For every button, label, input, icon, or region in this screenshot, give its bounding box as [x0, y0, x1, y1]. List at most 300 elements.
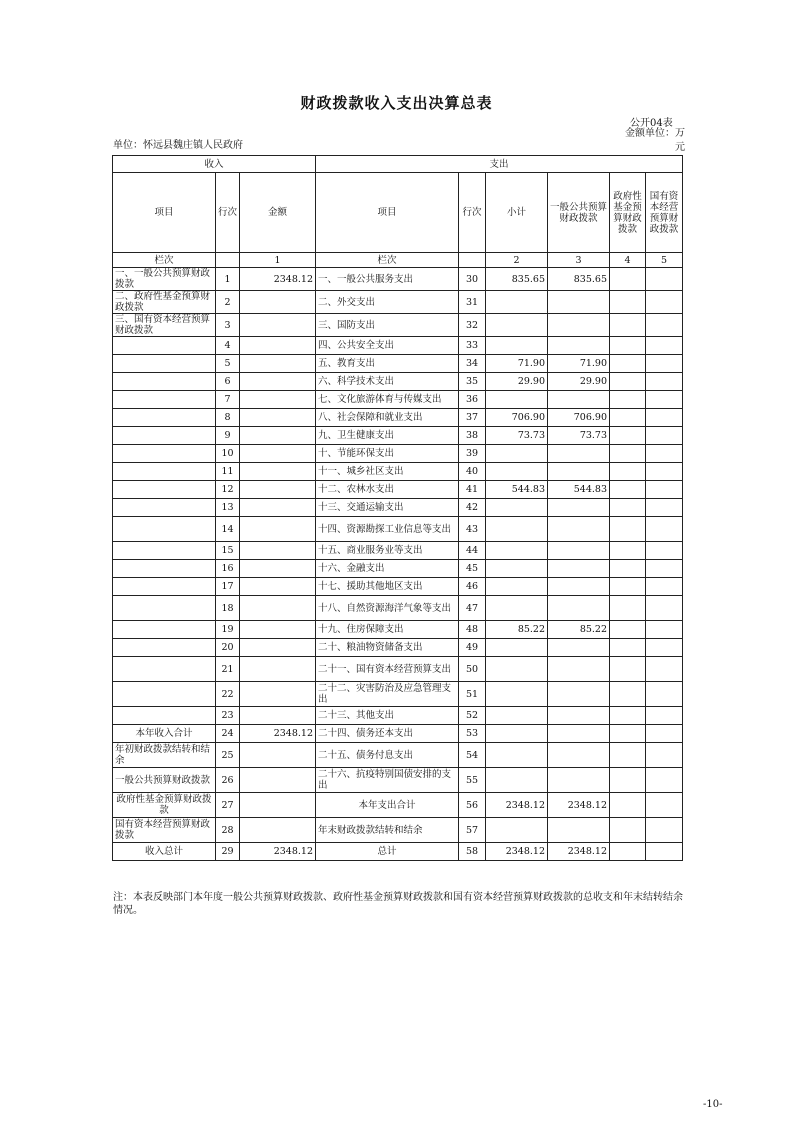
- expense-row-no: 49: [459, 639, 486, 657]
- expense-row-no: 52: [459, 707, 486, 725]
- state-capital-value: [646, 391, 683, 409]
- gov-fund-value: [610, 621, 646, 639]
- general-budget-value: [548, 639, 610, 657]
- gov-fund-value: [610, 427, 646, 445]
- expense-header: 支出: [316, 156, 683, 173]
- general-budget-value: 2348.12: [548, 793, 610, 818]
- subtotal-value: 544.83: [486, 481, 548, 499]
- state-capital-value: [646, 639, 683, 657]
- state-capital-value: [646, 743, 683, 768]
- income-amount: [240, 707, 316, 725]
- expense-item: 二十二、灾害防治及应急管理支出: [316, 682, 459, 707]
- general-budget-value: [548, 499, 610, 517]
- income-item: [113, 542, 216, 560]
- income-amount: 2348.12: [240, 843, 316, 861]
- expense-row-no: 54: [459, 743, 486, 768]
- gov-fund-value: [610, 725, 646, 743]
- table-row: [113, 843, 683, 861]
- income-item: 三、国有资本经营预算财政拨款: [113, 314, 216, 337]
- table-row: [113, 621, 683, 639]
- page-number: -10-: [703, 1099, 723, 1110]
- state-capital-value: [646, 725, 683, 743]
- income-item: [113, 409, 216, 427]
- form-code: 公开04表: [630, 118, 673, 129]
- income-item: [113, 337, 216, 355]
- general-budget-value: 73.73: [548, 427, 610, 445]
- income-amount: [240, 291, 316, 314]
- general-budget-value: [548, 578, 610, 596]
- expense-row-no: 41: [459, 481, 486, 499]
- gov-fund-value: [610, 657, 646, 682]
- expense-row-no: 38: [459, 427, 486, 445]
- income-row-no: 17: [216, 578, 240, 596]
- expense-item: 十二、农林水支出: [316, 481, 459, 499]
- table-row: [113, 542, 683, 560]
- subtotal-value: [486, 291, 548, 314]
- income-item: 二、政府性基金预算财政拨款: [113, 291, 216, 314]
- income-row-no: 23: [216, 707, 240, 725]
- state-capital-value: [646, 409, 683, 427]
- income-amount: [240, 463, 316, 481]
- income-row-no: 19: [216, 621, 240, 639]
- expense-row-no: 56: [459, 793, 486, 818]
- income-row-no: 9: [216, 427, 240, 445]
- income-amount: [240, 391, 316, 409]
- gov-fund-header: 政府性基金预算财政拨款: [610, 173, 646, 253]
- income-amount: [240, 373, 316, 391]
- table-row: [113, 768, 683, 793]
- income-item: 国有资本经营预算财政拨款: [113, 818, 216, 843]
- expense-row-no: 58: [459, 843, 486, 861]
- income-item: [113, 391, 216, 409]
- subtotal-value: 835.65: [486, 268, 548, 291]
- subtotal-value: [486, 542, 548, 560]
- income-amount: [240, 560, 316, 578]
- col-label: 栏次: [316, 253, 459, 268]
- general-budget-value: [548, 725, 610, 743]
- gov-fund-value: [610, 818, 646, 843]
- income-item: [113, 445, 216, 463]
- gov-fund-value: [610, 268, 646, 291]
- general-budget-value: [548, 445, 610, 463]
- col-index-2: 2: [486, 253, 548, 268]
- subtotal-value: [486, 560, 548, 578]
- expense-row-no: 44: [459, 542, 486, 560]
- state-capital-value: [646, 337, 683, 355]
- expense-item: 十八、自然资源海洋气象等支出: [316, 596, 459, 621]
- income-row-no: 7: [216, 391, 240, 409]
- table-row: [113, 707, 683, 725]
- expense-item: 二十五、债务付息支出: [316, 743, 459, 768]
- income-item: [113, 621, 216, 639]
- expense-row-no: 42: [459, 499, 486, 517]
- table-row: [113, 517, 683, 542]
- subtotal-header: 小计: [486, 173, 548, 253]
- income-row-no: 25: [216, 743, 240, 768]
- table-row: [113, 314, 683, 337]
- subtotal-value: [486, 657, 548, 682]
- expense-row-no: 33: [459, 337, 486, 355]
- table-row: [113, 560, 683, 578]
- gov-fund-value: [610, 517, 646, 542]
- income-item: 一般公共预算财政拨款: [113, 768, 216, 793]
- table-row: [113, 596, 683, 621]
- subtotal-value: 85.22: [486, 621, 548, 639]
- table-row: [113, 427, 683, 445]
- income-row-no-header: 行次: [216, 173, 240, 253]
- table-row: [113, 481, 683, 499]
- general-budget-value: 29.90: [548, 373, 610, 391]
- income-row-no: 8: [216, 409, 240, 427]
- income-item: 政府性基金预算财政拨款: [113, 793, 216, 818]
- state-capital-value: [646, 768, 683, 793]
- state-capital-value: [646, 560, 683, 578]
- income-amount: [240, 409, 316, 427]
- subtotal-value: [486, 578, 548, 596]
- income-amount: [240, 621, 316, 639]
- general-budget-value: [548, 314, 610, 337]
- income-row-no: 28: [216, 818, 240, 843]
- general-budget-value: 85.22: [548, 621, 610, 639]
- expense-row-no: 43: [459, 517, 486, 542]
- income-item: 一、一般公共预算财政拨款: [113, 268, 216, 291]
- state-capital-value: [646, 818, 683, 843]
- expense-item: 十六、金融支出: [316, 560, 459, 578]
- table-row: [113, 391, 683, 409]
- income-item: [113, 578, 216, 596]
- footnote: 注：本表反映部门本年度一般公共预算财政拨款、政府性基金预算财政拨款和国有资本经营预算财政拨款的总收支和年末结转结余情况。: [113, 892, 683, 916]
- expense-item: 四、公共安全支出: [316, 337, 459, 355]
- income-row-no: 1: [216, 268, 240, 291]
- income-row-no: 14: [216, 517, 240, 542]
- income-amount: [240, 499, 316, 517]
- income-amount: [240, 578, 316, 596]
- expense-row-no: 40: [459, 463, 486, 481]
- income-amount: [240, 793, 316, 818]
- income-row-no: 24: [216, 725, 240, 743]
- state-capital-value: [646, 542, 683, 560]
- income-item: [113, 707, 216, 725]
- general-budget-value: 71.90: [548, 355, 610, 373]
- gov-fund-value: [610, 391, 646, 409]
- subtotal-value: [486, 391, 548, 409]
- state-capital-value: [646, 843, 683, 861]
- subtotal-value: [486, 517, 548, 542]
- income-amount: [240, 743, 316, 768]
- expense-row-no: 47: [459, 596, 486, 621]
- expense-row-no: 45: [459, 560, 486, 578]
- expense-item: 十三、交通运输支出: [316, 499, 459, 517]
- general-budget-value: 835.65: [548, 268, 610, 291]
- gov-fund-value: [610, 499, 646, 517]
- gov-fund-value: [610, 707, 646, 725]
- income-item: [113, 639, 216, 657]
- financial-table: [112, 155, 683, 861]
- expense-row-no: 46: [459, 578, 486, 596]
- subtotal-value: [486, 707, 548, 725]
- col-blank: [459, 253, 486, 268]
- gov-fund-value: [610, 578, 646, 596]
- income-row-no: 29: [216, 843, 240, 861]
- income-item: [113, 463, 216, 481]
- income-row-no: 11: [216, 463, 240, 481]
- income-row-no: 27: [216, 793, 240, 818]
- expense-item: 十一、城乡社区支出: [316, 463, 459, 481]
- gov-fund-value: [610, 542, 646, 560]
- expense-item: 十五、商业服务业等支出: [316, 542, 459, 560]
- expense-row-no-header: 行次: [459, 173, 486, 253]
- expense-item: 本年支出合计: [316, 793, 459, 818]
- expense-item: 十七、援助其他地区支出: [316, 578, 459, 596]
- col-index-3: 3: [548, 253, 610, 268]
- state-capital-value: [646, 314, 683, 337]
- expense-item: 二十三、其他支出: [316, 707, 459, 725]
- income-amount: [240, 355, 316, 373]
- income-row-no: 4: [216, 337, 240, 355]
- gov-fund-value: [610, 768, 646, 793]
- general-budget-value: [548, 560, 610, 578]
- income-amount: [240, 682, 316, 707]
- income-row-no: 16: [216, 560, 240, 578]
- expense-item: 十九、住房保障支出: [316, 621, 459, 639]
- income-item: [113, 517, 216, 542]
- expense-row-no: 53: [459, 725, 486, 743]
- gov-fund-value: [610, 291, 646, 314]
- state-capital-value: [646, 481, 683, 499]
- table-row: [113, 268, 683, 291]
- expense-row-no: 48: [459, 621, 486, 639]
- expense-row-no: 37: [459, 409, 486, 427]
- expense-row-no: 55: [459, 768, 486, 793]
- expense-row-no: 50: [459, 657, 486, 682]
- income-row-no: 20: [216, 639, 240, 657]
- subtotal-value: [486, 682, 548, 707]
- expense-item: 十、节能环保支出: [316, 445, 459, 463]
- subtotal-value: [486, 499, 548, 517]
- table-row: [113, 291, 683, 314]
- state-capital-value: [646, 355, 683, 373]
- state-capital-value: [646, 596, 683, 621]
- income-item: [113, 373, 216, 391]
- gov-fund-value: [610, 463, 646, 481]
- subtotal-value: [486, 596, 548, 621]
- state-capital-value: [646, 793, 683, 818]
- general-budget-value: 544.83: [548, 481, 610, 499]
- general-budget-value: [548, 818, 610, 843]
- income-row-no: 6: [216, 373, 240, 391]
- table-row: [113, 445, 683, 463]
- income-amount: [240, 314, 316, 337]
- table-row: [113, 578, 683, 596]
- table-row: [113, 337, 683, 355]
- subtotal-value: 29.90: [486, 373, 548, 391]
- expense-item: 总计: [316, 843, 459, 861]
- income-item: [113, 657, 216, 682]
- col-blank: [216, 253, 240, 268]
- expense-item: 八、社会保障和就业支出: [316, 409, 459, 427]
- income-item: [113, 355, 216, 373]
- table-row: [113, 463, 683, 481]
- table-row: [113, 373, 683, 391]
- income-row-no: 5: [216, 355, 240, 373]
- table-row: [113, 743, 683, 768]
- income-amount: [240, 481, 316, 499]
- income-item-header: 项目: [113, 173, 216, 253]
- gov-fund-value: [610, 743, 646, 768]
- expense-row-no: 36: [459, 391, 486, 409]
- expense-item: 十四、资源勘探工业信息等支出: [316, 517, 459, 542]
- gov-fund-value: [610, 373, 646, 391]
- subtotal-value: 706.90: [486, 409, 548, 427]
- state-capital-value: [646, 682, 683, 707]
- general-budget-value: 2348.12: [548, 843, 610, 861]
- income-amount: 2348.12: [240, 725, 316, 743]
- income-amount: [240, 445, 316, 463]
- income-row-no: 13: [216, 499, 240, 517]
- expense-item: 二十一、国有资本经营预算支出: [316, 657, 459, 682]
- income-item: 收入总计: [113, 843, 216, 861]
- general-budget-value: [548, 463, 610, 481]
- income-amount: [240, 337, 316, 355]
- general-budget-value: [548, 743, 610, 768]
- table-row: [113, 682, 683, 707]
- income-item: [113, 499, 216, 517]
- table-row: [113, 639, 683, 657]
- gov-fund-value: [610, 314, 646, 337]
- gov-fund-value: [610, 445, 646, 463]
- income-row-no: 10: [216, 445, 240, 463]
- income-row-no: 18: [216, 596, 240, 621]
- subtotal-value: [486, 818, 548, 843]
- table-row: [113, 355, 683, 373]
- table-row: [113, 793, 683, 818]
- general-budget-value: [548, 391, 610, 409]
- col-index-4: 4: [610, 253, 646, 268]
- general-budget-value: [548, 657, 610, 682]
- subtotal-value: [486, 314, 548, 337]
- table-row: [113, 499, 683, 517]
- income-amount-header: 金额: [240, 173, 316, 253]
- state-capital-value: [646, 445, 683, 463]
- gov-fund-value: [610, 337, 646, 355]
- expense-row-no: 34: [459, 355, 486, 373]
- income-row-no: 12: [216, 481, 240, 499]
- subtotal-value: 2348.12: [486, 843, 548, 861]
- state-capital-header: 国有资本经营预算财政拨款: [646, 173, 683, 253]
- income-row-no: 3: [216, 314, 240, 337]
- expense-item: 年末财政拨款结转和结余: [316, 818, 459, 843]
- general-budget-value: [548, 768, 610, 793]
- expense-item: 二十四、债务还本支出: [316, 725, 459, 743]
- table-row: [113, 657, 683, 682]
- income-amount: [240, 657, 316, 682]
- income-row-no: 15: [216, 542, 240, 560]
- expense-item: 九、卫生健康支出: [316, 427, 459, 445]
- col-index-5: 5: [646, 253, 683, 268]
- subtotal-value: 73.73: [486, 427, 548, 445]
- state-capital-value: [646, 463, 683, 481]
- expense-item: 二十六、抗疫特别国债安排的支出: [316, 768, 459, 793]
- income-amount: [240, 639, 316, 657]
- gov-fund-value: [610, 843, 646, 861]
- gov-fund-value: [610, 355, 646, 373]
- expense-row-no: 31: [459, 291, 486, 314]
- state-capital-value: [646, 707, 683, 725]
- income-item: [113, 481, 216, 499]
- general-budget-value: [548, 337, 610, 355]
- table-row: [113, 409, 683, 427]
- income-row-no: 21: [216, 657, 240, 682]
- expense-item: 七、文化旅游体育与传媒支出: [316, 391, 459, 409]
- subtotal-value: [486, 639, 548, 657]
- income-item: [113, 560, 216, 578]
- unit-label: 单位：怀远县魏庄镇人民政府: [113, 140, 243, 151]
- gov-fund-value: [610, 560, 646, 578]
- page-title: 财政拨款收入支出决算总表: [300, 94, 493, 112]
- amount-unit: 金额单位：万元: [625, 128, 685, 153]
- gov-fund-value: [610, 596, 646, 621]
- general-budget-value: [548, 707, 610, 725]
- expense-item: 一、一般公共服务支出: [316, 268, 459, 291]
- col-label: 栏次: [113, 253, 216, 268]
- gov-fund-value: [610, 481, 646, 499]
- subtotal-value: [486, 445, 548, 463]
- subtotal-value: [486, 725, 548, 743]
- gov-fund-value: [610, 409, 646, 427]
- income-amount: 2348.12: [240, 268, 316, 291]
- state-capital-value: [646, 427, 683, 445]
- state-capital-value: [646, 578, 683, 596]
- income-amount: [240, 517, 316, 542]
- general-budget-value: [548, 291, 610, 314]
- income-item: [113, 427, 216, 445]
- subtotal-value: [486, 337, 548, 355]
- general-budget-header: 一般公共预算财政拨款: [548, 173, 610, 253]
- expense-item: 二、外交支出: [316, 291, 459, 314]
- state-capital-value: [646, 268, 683, 291]
- expense-row-no: 32: [459, 314, 486, 337]
- income-row-no: 26: [216, 768, 240, 793]
- income-amount: [240, 768, 316, 793]
- state-capital-value: [646, 291, 683, 314]
- expense-item: 五、教育支出: [316, 355, 459, 373]
- expense-row-no: 35: [459, 373, 486, 391]
- income-amount: [240, 818, 316, 843]
- state-capital-value: [646, 657, 683, 682]
- subtotal-value: 2348.12: [486, 793, 548, 818]
- expense-row-no: 51: [459, 682, 486, 707]
- income-item: [113, 596, 216, 621]
- income-amount: [240, 596, 316, 621]
- income-amount: [240, 542, 316, 560]
- col-index-1: 1: [240, 253, 316, 268]
- income-item: [113, 682, 216, 707]
- table-row: [113, 818, 683, 843]
- table-row: [113, 725, 683, 743]
- subtotal-value: [486, 768, 548, 793]
- income-item: 本年收入合计: [113, 725, 216, 743]
- subtotal-value: [486, 463, 548, 481]
- state-capital-value: [646, 517, 683, 542]
- general-budget-value: 706.90: [548, 409, 610, 427]
- gov-fund-value: [610, 793, 646, 818]
- expense-item: 三、国防支出: [316, 314, 459, 337]
- income-header: 收入: [113, 156, 316, 173]
- general-budget-value: [548, 596, 610, 621]
- state-capital-value: [646, 373, 683, 391]
- income-amount: [240, 427, 316, 445]
- general-budget-value: [548, 682, 610, 707]
